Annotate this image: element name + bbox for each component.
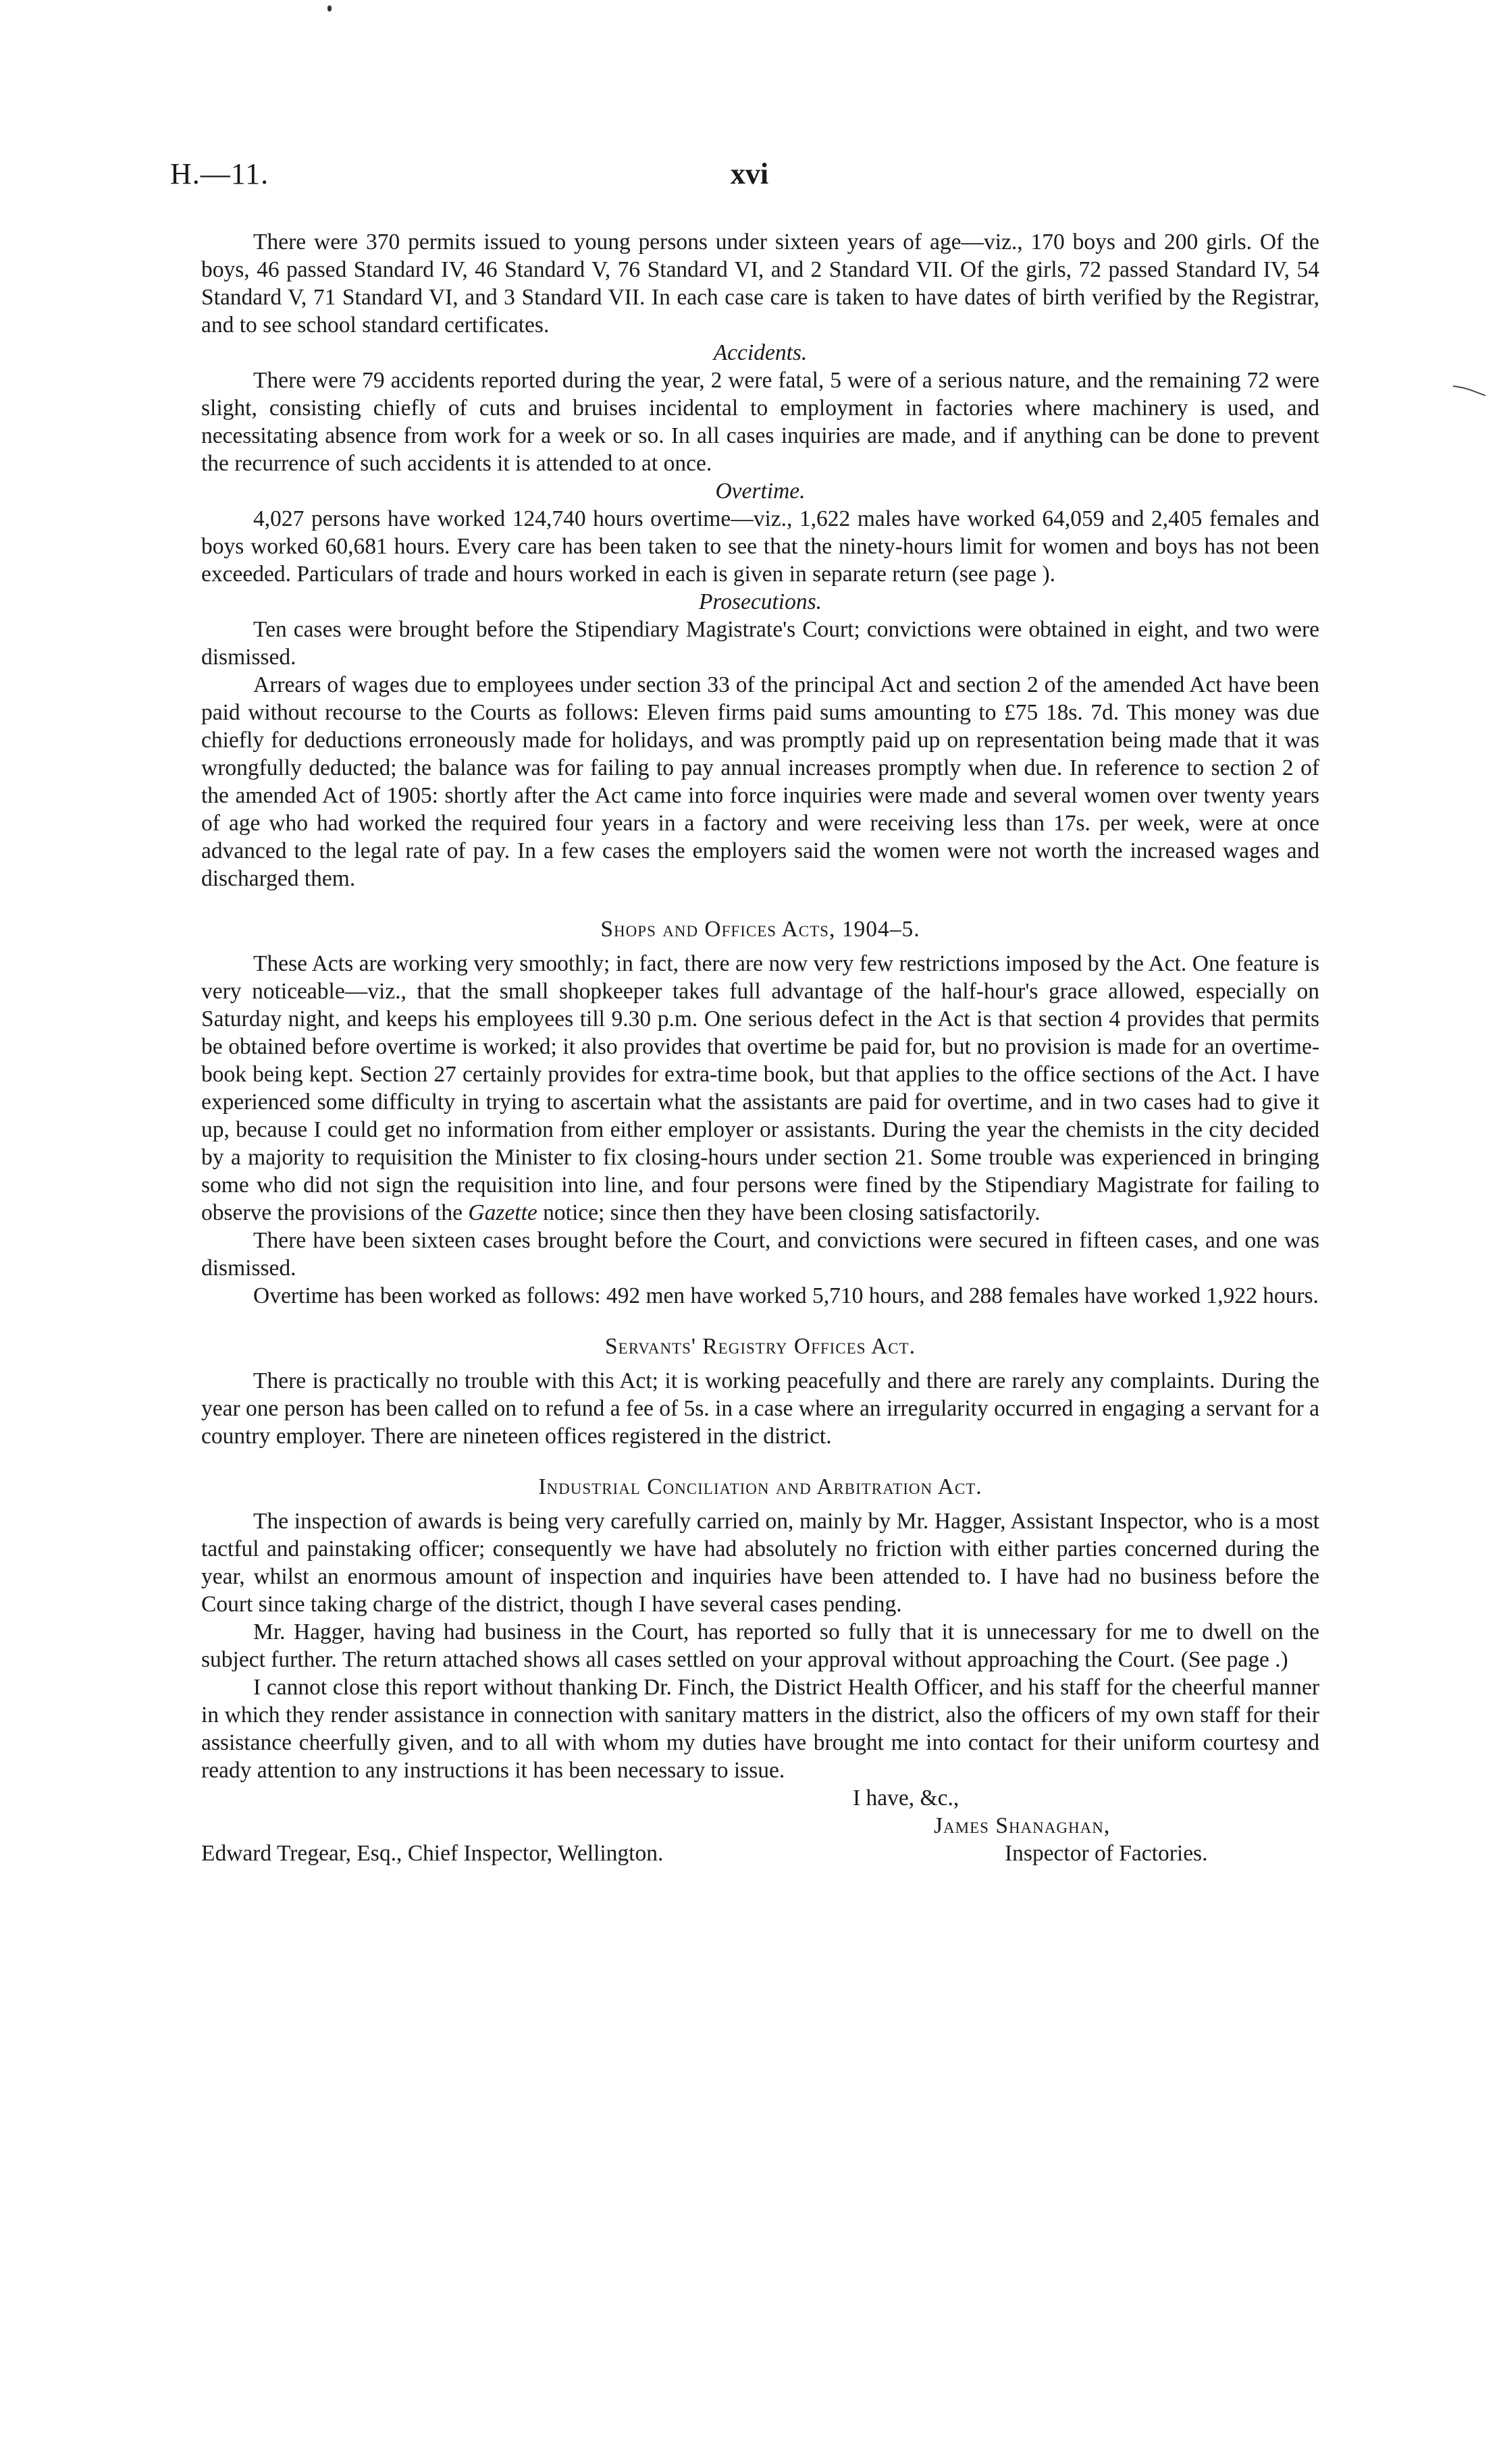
- document-reference: H.—11.: [170, 157, 269, 190]
- page-header: [170, 157, 1329, 197]
- signature-block: [201, 1784, 1319, 1867]
- signature-name: James Shanaghan,: [934, 1813, 1111, 1838]
- accidents-paragraph: There were 79 accidents reported during the year, 2 were fatal, 5 were of a serious nature, and the remaining 72 were slight, consisting chiefly of cuts and bruises incidental to employment in factories where machinery is used, and necessitating absence from work for a week or so. In all cases inquiries are made, and if anything can be done to prevent the recurrence of such accidents it is attended to at once.: [201, 368, 1319, 476]
- margin-tick-mark: [1452, 383, 1487, 397]
- industrial-paragraph-2: Mr. Hagger, having had business in the Court, has reported so fully that it is unnecessary for me to dwell on the subject further. The return attached shows all cases settled on your approval without approaching the Court. (See page .): [201, 1619, 1319, 1672]
- report-body: [201, 228, 1319, 1867]
- shops-paragraph-1: [201, 950, 1319, 1227]
- servants-paragraph: There is practically no trouble with this Act; it is working peacefully and there are rarely any complaints. During the year one person has been called on to refund a fee of 5s. in a case where an irregularity occurred in engaging a servant for a country employer. There are nineteen offices registered in the district.: [201, 1368, 1319, 1449]
- signature-closing: I have, &c.,: [853, 1786, 959, 1811]
- signature-title: Inspector of Factories.: [1005, 1841, 1208, 1866]
- shops-text-b: notice; since then they have been closing satisfactorily.: [537, 1200, 1041, 1225]
- accidents-heading: Accidents.: [713, 340, 808, 365]
- page-number: xvi: [730, 157, 769, 190]
- prosecutions-paragraph-2: Arrears of wages due to employees under section 33 of the principal Act and section 2 of the amended Act have been paid without recourse to the Courts as follows: Eleven firms paid sums amounting to £75 18s. 7d. This money was due chiefly for deductions erroneously made for holidays, and was promptly paid up on representation being made that it was wrongfully deducted; the balance was for failing to pay annual increases promptly when due. In reference to section 2 of the amended Act of 1905: shortly after the Act came into force inquiries were made and several women over twenty years of age who had worked the required four years in a factory and were receiving less than 17s. per week, were at once advanced to the legal rate of pay. In a few cases the employers said the women were not worth the increased wages and discharged them.: [201, 672, 1319, 891]
- prosecutions-heading: Prosecutions.: [698, 589, 822, 614]
- shops-heading: Shops and Offices Acts, 1904–5.: [600, 917, 920, 942]
- industrial-heading: Industrial Conciliation and Arbitration Act.: [538, 1474, 982, 1499]
- overtime-paragraph: 4,027 persons have worked 124,740 hours overtime—viz., 1,622 males have worked 64,059 and 2,405 females and boys worked 60,681 hours. Every care has been taken to see that the ninety-hours limit for women and boys has not been exceeded. Particulars of trade and hours worked in each is given in separate return (see page ).: [201, 506, 1319, 587]
- servants-heading: Servants' Registry Offices Act.: [605, 1334, 916, 1359]
- gazette-word: Gazette: [468, 1200, 537, 1225]
- shops-text-a: These Acts are working very smoothly; in fact, there are now very few restrictions imposed by the Act. One feature is very noticeable—viz., that the small shopkeeper takes full advantage of the half-hour's grace allowed, especially on Saturday night, and keeps his employees till 9.30 p.m. One serious defect in the Act is that section 4 provides that permits be obtained before overtime is worked; it also provides that overtime be paid for, but no provision is made for an overtime-book being kept. Section 27 certainly provides for extra-time book, but that applies to the office sections of the Act. I have experienced some difficulty in trying to ascertain what the assistants are paid for overtime, and in two cases had to give it up, because I could get no information from either employer or assistants. During the year the chemists in the city decided by a majority to requisition the Minister to fix closing-hours under section 21. Some trouble was experienced in bringing some who did not sign the requisition into line, and four persons were fined by the Stipendiary Magistrate for failing to observe the provisions of the: [201, 951, 1319, 1225]
- ink-dot: [327, 5, 332, 11]
- industrial-paragraph-1: The inspection of awards is being very carefully carried on, mainly by Mr. Hagger, Assistant Inspector, who is a most tactful and painstaking officer; consequently we have had absolutely no friction with either parties concerned during the year, whilst an enormous amount of inspection and inquiries have been attended to. I have had no business before the Court since taking charge of the district, though I have several cases pending.: [201, 1509, 1319, 1617]
- shops-paragraph-3: Overtime has been worked as follows: 492 men have worked 5,710 hours, and 288 females have worked 1,922 hours.: [253, 1283, 1319, 1308]
- prosecutions-paragraph-1: Ten cases were brought before the Stipendiary Magistrate's Court; convictions were obtained in eight, and two were dismissed.: [201, 617, 1319, 670]
- permits-paragraph: There were 370 permits issued to young persons under sixteen years of age—viz., 170 boys and 200 girls. Of the boys, 46 passed Standard IV, 46 Standard V, 76 Standard VI, and 2 Standard VII. Of the girls, 72 passed Standard IV, 54 Standard V, 71 Standard VI, and 3 Standard VII. In each case care is taken to have dates of birth verified by the Registrar, and to see school standard certificates.: [201, 230, 1319, 338]
- industrial-paragraph-3: I cannot close this report without thanking Dr. Finch, the District Health Officer, and his staff for the cheerful manner in which they render assistance in connection with sanitary matters in the district, also the officers of my own staff for their assistance cheerfully given, and to all with whom my duties have brought me into contact for their uniform courtesy and ready attention to any instructions it has been necessary to issue.: [201, 1675, 1319, 1783]
- addressee: Edward Tregear, Esq., Chief Inspector, Wellington.: [201, 1841, 664, 1866]
- shops-paragraph-2: There have been sixteen cases brought before the Court, and convictions were secured in fifteen cases, and one was dismissed.: [201, 1228, 1319, 1281]
- overtime-heading: Overtime.: [715, 479, 806, 504]
